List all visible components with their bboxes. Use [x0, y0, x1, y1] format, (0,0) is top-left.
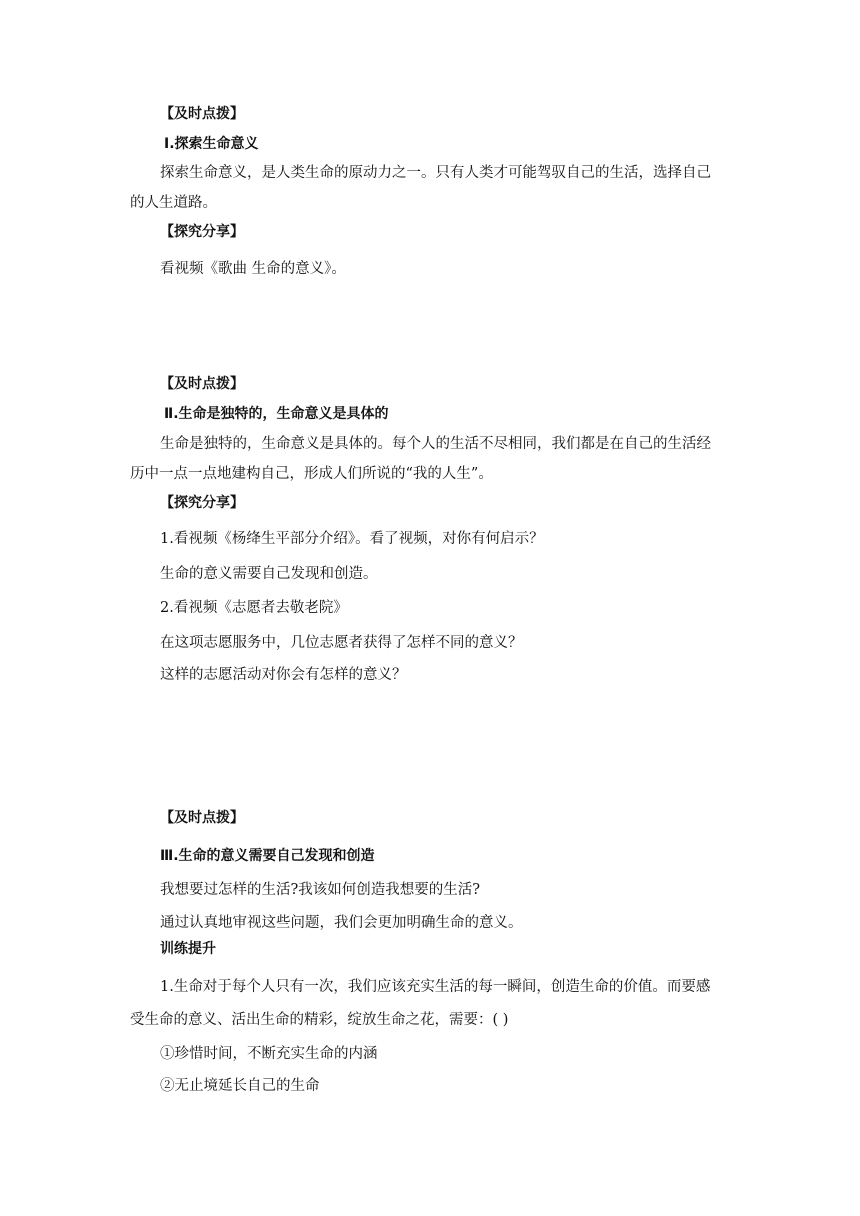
section3-item: 我想要过怎样的生活?我该如何创造我想要的生活?	[160, 882, 481, 898]
section2-explore-item: 生命的意义需要自己发现和创造。	[160, 566, 378, 582]
section2-paragraph-line1: 生命是独特的，生命意义是具体的。每个人的生活不尽相同，我们都是在自己的生活经	[160, 436, 711, 452]
section3-title: Ⅲ.生命的意义需要自己发现和创造	[160, 848, 375, 864]
question1-line1: 1.生命对于每个人只有一次，我们应该充实生活的每一瞬间，创造生命的价值。而要感	[160, 979, 711, 995]
question1-line2: 受生命的意义、活出生命的精彩，绽放生命之花，需要：( )	[130, 1012, 509, 1028]
section2-tip-heading: 【及时点拨】	[160, 376, 244, 392]
section1-tip-heading: 【及时点拨】	[160, 106, 244, 122]
section2-explore-item: 在这项志愿服务中，几位志愿者获得了怎样不同的意义？	[160, 635, 523, 651]
section2-explore-item: 2.看视频《志愿者去敬老院》	[160, 600, 348, 616]
section1-paragraph-line2: 的人生道路。	[130, 195, 217, 211]
section3-item: 通过认真地审视这些问题，我们会更加明确生命的意义。	[160, 915, 523, 931]
section2-explore-item: 1.看视频《杨绛生平部分介绍》。看了视频，对你有何启示？	[160, 531, 544, 547]
section2-explore-heading: 【探究分享】	[160, 495, 244, 511]
section2-paragraph-line2: 历中一点一点地建构自己，形成人们所说的“我的人生”。	[130, 466, 493, 482]
section2-title: Ⅱ.生命是独特的，生命意义是具体的	[164, 406, 389, 422]
question1-option: ①珍惜时间，不断充实生命的内涵	[160, 1046, 378, 1062]
section1-paragraph-line1: 探索生命意义，是人类生命的原动力之一。只有人类才可能驾驭自己的生活，选择自己	[160, 165, 711, 181]
section1-title: Ⅰ.探索生命意义	[164, 136, 259, 152]
training-heading: 训练提升	[160, 941, 216, 957]
section1-explore-item: 看视频《歌曲 生命的意义》。	[160, 261, 346, 277]
section1-explore-heading: 【探究分享】	[160, 224, 244, 240]
section3-tip-heading: 【及时点拨】	[160, 810, 244, 826]
question1-option: ②无止境延长自己的生命	[160, 1078, 320, 1094]
section2-explore-item: 这样的志愿活动对你会有怎样的意义？	[160, 667, 407, 683]
